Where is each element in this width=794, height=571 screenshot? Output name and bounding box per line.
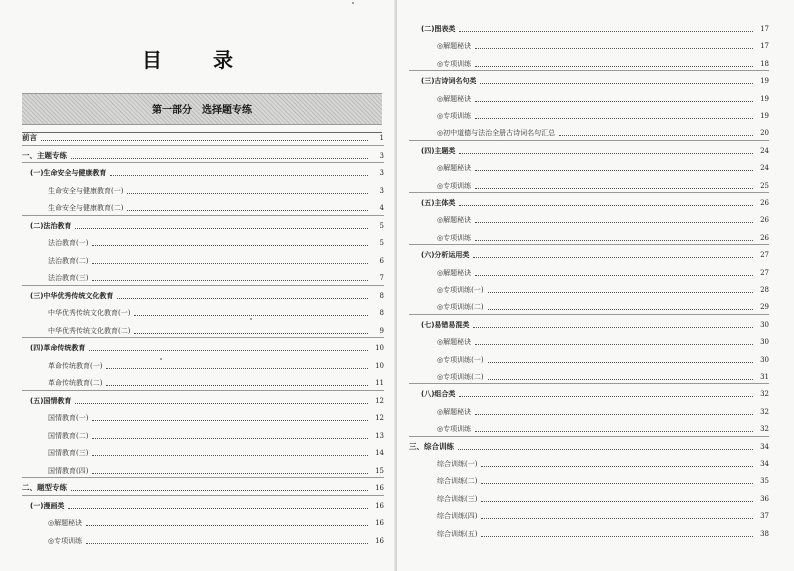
toc-entry[interactable] [437, 490, 769, 504]
toc-entry-page-number: 36 [760, 494, 769, 503]
toc-entry[interactable] [48, 234, 384, 248]
toc-entry-label: 综合训练(四) [437, 512, 478, 521]
toc-leader-dots [134, 332, 368, 334]
toc-entry-page-number: 16 [375, 536, 384, 545]
toc-leader-dots [106, 367, 368, 369]
toc-leader-dots [473, 326, 753, 328]
toc-leader-dots [92, 454, 368, 456]
toc-entry-page-number: 30 [760, 338, 769, 347]
toc-entry-label: ◎初中道德与法治全册古诗词名句汇总 [437, 129, 556, 138]
toc-leader-dots [127, 209, 368, 211]
toc-entry-page-number: 27 [760, 251, 769, 260]
toc-entry-page-number: 16 [375, 484, 384, 492]
toc-entry-label: 一、主题专练 [22, 150, 67, 160]
toc-leader-dots [480, 82, 753, 84]
toc-entry[interactable] [421, 316, 769, 330]
toc-entry-page-number: 10 [375, 344, 384, 352]
toc-entry-label: (八)组合类 [421, 390, 456, 399]
toc-entry-page-number: 12 [375, 396, 384, 405]
toc-entry-page-number: 30 [760, 355, 769, 364]
toc-entry[interactable] [48, 269, 384, 283]
scan-speck [352, 2, 354, 4]
toc-leader-dots [92, 279, 368, 281]
toc-leader-dots [110, 174, 368, 176]
toc-leader-dots [481, 482, 753, 484]
group-separator [409, 436, 769, 437]
toc-entry-label: 中华优秀传统文化教育(一) [48, 309, 131, 317]
toc-entry-label: ◎解题秘诀 [437, 268, 472, 277]
toc-leader-dots [475, 274, 753, 276]
toc-entry-label: 综合训练(三) [437, 494, 478, 503]
toc-entry-label: ◎专项训练(二) [437, 303, 484, 312]
toc-entry-label: ◎解题秘诀 [437, 94, 472, 103]
toc-leader-dots [75, 402, 368, 404]
page-title: 目 录 [142, 48, 255, 72]
group-separator [409, 70, 769, 71]
toc-entry-label: (一)生命安全与健康教育 [30, 169, 107, 177]
toc-leader-dots [71, 157, 368, 159]
toc-entry-page-number: 32 [760, 407, 769, 416]
toc-entry[interactable] [421, 142, 769, 156]
toc-entry-page-number: 34 [760, 460, 769, 468]
toc-entry-label: 综合训练(五) [437, 529, 478, 538]
toc-entry-page-number: 18 [760, 59, 769, 68]
toc-entry-page-number: 19 [760, 94, 769, 103]
toc-entry[interactable] [30, 164, 384, 178]
toc-entry[interactable] [48, 462, 384, 476]
toc-entry-label: 综合训练(一) [437, 460, 478, 468]
toc-entry-page-number: 32 [760, 425, 769, 434]
toc-entry-label: 法治教育(三) [48, 274, 89, 282]
toc-entry[interactable] [48, 199, 384, 213]
toc-entry[interactable] [437, 351, 769, 365]
toc-entry-label: 革命传统教育(二) [48, 379, 103, 387]
toc-entry-page-number: 6 [379, 256, 384, 265]
group-separator [409, 244, 769, 245]
toc-entry-label: ◎解题秘诀 [437, 216, 472, 225]
toc-entry-page-number: 26 [760, 216, 769, 225]
toc-leader-dots [559, 134, 753, 136]
right-page [397, 0, 794, 571]
toc-leader-dots [117, 297, 368, 299]
toc-entry-label: ◎专项训练(二) [437, 373, 484, 381]
toc-entry-page-number: 32 [760, 390, 769, 399]
toc-leader-dots [459, 395, 753, 397]
toc-leader-dots [473, 256, 753, 258]
toc-leader-dots [475, 239, 753, 241]
toc-entry-label: (三)古诗词名句类 [421, 77, 477, 86]
scan-speck [250, 318, 252, 320]
toc-entry-label: 中华优秀传统文化教育(二) [48, 326, 131, 335]
toc-leader-dots [459, 204, 753, 206]
toc-leader-dots [475, 47, 753, 49]
toc-entry-page-number: 16 [375, 519, 384, 527]
group-separator [22, 145, 384, 146]
toc-entry[interactable] [437, 403, 769, 417]
toc-entry-label: 生命安全与健康教育(一) [48, 186, 124, 195]
toc-leader-dots [475, 343, 753, 345]
toc-leader-dots [89, 349, 368, 351]
toc-leader-dots [92, 419, 368, 421]
toc-entry-page-number: 17 [760, 25, 769, 33]
toc-entry-label: ◎专项训练 [437, 425, 472, 434]
toc-entry[interactable] [437, 90, 769, 104]
toc-entry-page-number: 5 [379, 221, 384, 230]
toc-leader-dots [475, 221, 753, 223]
toc-entry-label: ◎专项训练(一) [437, 286, 484, 294]
toc-entry-page-number: 24 [760, 164, 769, 173]
toc-entry-label: ◎专项训练 [48, 536, 83, 545]
toc-entry[interactable] [30, 217, 384, 231]
toc-entry[interactable] [48, 374, 384, 388]
toc-entry[interactable] [437, 177, 769, 191]
toc-entry[interactable] [48, 427, 384, 441]
toc-leader-dots [134, 314, 368, 316]
toc-entry[interactable] [437, 281, 769, 295]
toc-entry-label: 前言 [22, 133, 37, 142]
toc-entry-label: 国情教育(三) [48, 449, 89, 457]
toc-leader-dots [86, 542, 368, 544]
toc-entry-label: (三)中华优秀传统文化教育 [30, 291, 114, 300]
toc-leader-dots [106, 384, 368, 386]
group-separator [22, 162, 384, 163]
toc-entry[interactable] [437, 420, 769, 434]
toc-entry-label: (六)分析运用类 [421, 251, 470, 260]
toc-entry-label: 法治教育(一) [48, 239, 89, 247]
toc-entry[interactable] [437, 37, 769, 51]
toc-entry[interactable] [437, 211, 769, 225]
toc-entry-label: ◎解题秘诀 [437, 407, 472, 416]
toc-entry-page-number: 1 [379, 134, 384, 142]
toc-entry-page-number: 24 [760, 146, 769, 155]
toc-entry-page-number: 19 [760, 77, 769, 86]
toc-entry-page-number: 9 [379, 326, 384, 335]
toc-leader-dots [75, 227, 368, 229]
toc-entry-page-number: 14 [375, 449, 384, 457]
toc-leader-dots [488, 361, 753, 363]
toc-entry[interactable] [30, 392, 384, 406]
toc-entry-page-number: 11 [375, 379, 384, 387]
toc-entry[interactable] [48, 182, 384, 196]
toc-leader-dots [488, 291, 753, 293]
toc-entry-label: ◎解题秘诀 [437, 338, 472, 347]
toc-entry-page-number: 28 [760, 286, 769, 294]
toc-entry[interactable] [421, 194, 769, 208]
group-separator [22, 215, 384, 216]
toc-entry-label: (五)国情教育 [30, 396, 72, 405]
toc-entry[interactable] [437, 368, 769, 382]
toc-entry[interactable] [437, 55, 769, 69]
toc-entry[interactable] [48, 357, 384, 371]
toc-entry-label: ◎专项训练 [437, 181, 472, 190]
toc-entry[interactable] [437, 455, 769, 469]
toc-leader-dots [41, 139, 368, 141]
toc-entry-label: 三、综合训练 [409, 441, 454, 451]
toc-entry-label: 生命安全与健康教育(二) [48, 204, 124, 212]
group-separator [22, 337, 384, 338]
group-separator [409, 192, 769, 193]
toc-entry-page-number: 38 [760, 529, 769, 538]
toc-entry-page-number: 8 [379, 309, 384, 317]
toc-entry[interactable] [48, 532, 384, 546]
group-separator [409, 314, 769, 315]
toc-entry[interactable] [48, 514, 384, 528]
toc-leader-dots [475, 413, 753, 415]
toc-entry-label: (一)漫画类 [30, 501, 65, 510]
toc-entry-page-number: 34 [760, 442, 769, 451]
section-banner-text: 第一部分 选择题专练 [152, 105, 252, 116]
toc-entry[interactable] [437, 472, 769, 486]
toc-leader-dots [92, 437, 368, 439]
toc-entry-page-number: 20 [760, 129, 769, 138]
toc-entry[interactable] [22, 479, 384, 493]
toc-entry-page-number: 25 [760, 181, 769, 190]
toc-leader-dots [86, 524, 368, 526]
group-separator [22, 285, 384, 286]
toc-entry[interactable] [437, 229, 769, 243]
toc-entry-page-number: 3 [379, 186, 384, 195]
toc-entry[interactable] [421, 385, 769, 399]
toc-entry-page-number: 7 [379, 274, 384, 282]
toc-entry[interactable] [437, 107, 769, 121]
toc-entry-label: (四)主题类 [421, 146, 456, 155]
toc-entry[interactable] [22, 129, 384, 143]
toc-entry-label: ◎解题秘诀 [437, 42, 472, 51]
toc-leader-dots [127, 192, 368, 194]
toc-leader-dots [459, 30, 753, 32]
toc-leader-dots [68, 507, 368, 509]
toc-entry-page-number: 35 [760, 477, 769, 486]
toc-entry[interactable] [437, 333, 769, 347]
group-separator [22, 477, 384, 478]
toc-entry-page-number: 15 [375, 466, 384, 475]
toc-entry-page-number: 27 [760, 268, 769, 277]
toc-entry-page-number: 3 [379, 151, 384, 160]
toc-entry-page-number: 37 [760, 512, 769, 521]
toc-entry[interactable] [48, 444, 384, 458]
toc-leader-dots [475, 169, 753, 171]
toc-leader-dots [488, 378, 753, 380]
toc-entry[interactable] [437, 507, 769, 521]
toc-entry[interactable] [421, 72, 769, 86]
toc-entry-label: (二)法治教育 [30, 221, 72, 230]
toc-entry-page-number: 19 [760, 112, 769, 120]
toc-leader-dots [475, 117, 753, 119]
toc-entry-label: 二、题型专练 [22, 483, 67, 492]
toc-entry-label: ◎解题秘诀 [48, 519, 83, 527]
toc-leader-dots [458, 448, 753, 450]
toc-leader-dots [475, 430, 753, 432]
toc-entry-page-number: 16 [375, 501, 384, 510]
toc-entry[interactable] [30, 497, 384, 511]
toc-entry-label: 国情教育(一) [48, 414, 89, 422]
toc-entry[interactable] [48, 304, 384, 318]
toc-entry-page-number: 3 [379, 169, 384, 177]
toc-entry-page-number: 12 [375, 414, 384, 422]
toc-entry-page-number: 10 [375, 361, 384, 370]
toc-entry[interactable] [437, 298, 769, 312]
toc-entry-label: (七)易错易混类 [421, 320, 470, 329]
group-separator [409, 140, 769, 141]
toc-entry-page-number: 26 [760, 233, 769, 242]
toc-entry-label: 法治教育(二) [48, 256, 89, 265]
toc-entry[interactable] [22, 147, 384, 161]
toc-entry-page-number: 5 [379, 239, 384, 247]
toc-entry-page-number: 29 [760, 303, 769, 312]
toc-entry-label: ◎专项训练(一) [437, 355, 484, 364]
toc-leader-dots [92, 244, 368, 246]
toc-entry[interactable] [437, 159, 769, 173]
toc-entry[interactable] [48, 409, 384, 423]
toc-entry[interactable] [437, 124, 769, 138]
toc-leader-dots [459, 152, 753, 154]
toc-entry[interactable] [48, 252, 384, 266]
toc-entry-page-number: 26 [760, 199, 769, 207]
toc-entry-label: ◎解题秘诀 [437, 164, 472, 173]
toc-leader-dots [481, 535, 753, 537]
toc-leader-dots [92, 262, 368, 264]
section-banner [22, 93, 382, 125]
toc-entry-label: 综合训练(二) [437, 477, 478, 486]
toc-entry-page-number: 4 [379, 204, 384, 212]
toc-entry[interactable] [421, 20, 769, 34]
toc-entry-label: ◎专项训练 [437, 112, 472, 120]
toc-entry[interactable] [437, 525, 769, 539]
toc-entry-label: ◎专项训练 [437, 233, 472, 242]
toc-entry-label: (五)主体类 [421, 199, 456, 207]
toc-entry-page-number: 17 [760, 42, 769, 51]
toc-entry[interactable] [30, 287, 384, 301]
scan-speck [160, 358, 162, 360]
toc-entry-label: 国情教育(四) [48, 466, 89, 475]
toc-entry-page-number: 13 [375, 431, 384, 440]
toc-entry-page-number: 30 [760, 320, 769, 329]
toc-entry[interactable] [30, 339, 384, 353]
toc-entry[interactable] [48, 322, 384, 336]
toc-leader-dots [481, 500, 753, 502]
toc-entry-label: (二)图表类 [421, 25, 456, 33]
toc-entry-label: (四)革命传统教育 [30, 344, 86, 352]
group-separator [22, 495, 384, 496]
toc-entry-label: ◎专项训练 [437, 59, 472, 68]
toc-entry-page-number: 31 [760, 373, 769, 381]
group-separator [22, 390, 384, 391]
toc-leader-dots [481, 465, 753, 467]
toc-leader-dots [475, 187, 753, 189]
toc-leader-dots [475, 100, 753, 102]
toc-leader-dots [92, 472, 368, 474]
toc-leader-dots [488, 308, 753, 310]
toc-entry-page-number: 8 [379, 291, 384, 300]
toc-entry-label: 革命传统教育(一) [48, 361, 103, 370]
toc-entry[interactable] [437, 264, 769, 278]
toc-leader-dots [475, 65, 753, 67]
group-separator [409, 383, 769, 384]
toc-entry[interactable] [409, 438, 769, 452]
toc-entry[interactable] [421, 246, 769, 260]
toc-leader-dots [71, 489, 368, 491]
toc-leader-dots [481, 517, 753, 519]
toc-entry-label: 国情教育(二) [48, 431, 89, 440]
